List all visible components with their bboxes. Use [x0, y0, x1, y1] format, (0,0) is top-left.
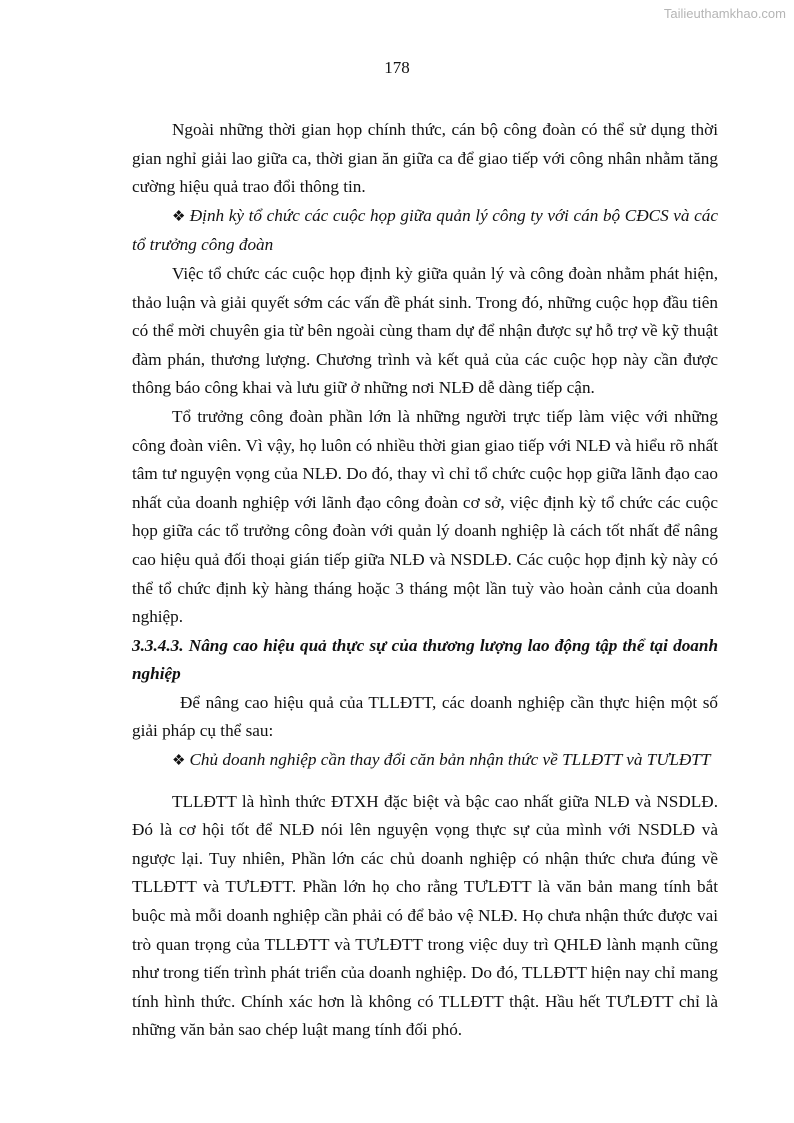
diamond-bullet-icon: ❖	[172, 208, 186, 225]
bullet-heading-1-text: Định kỳ tổ chức các cuộc họp giữa quản lý công ty với cán bộ CĐCS và các tổ trưởng công đoàn	[132, 205, 718, 255]
paragraph-5: TLLĐTT là hình thức ĐTXH đặc biệt và bậc cao nhất giữa NLĐ và NSDLĐ. Đó là cơ hội tốt để NLĐ nói lên nguyện vọng thực sự của mình với NSDLĐ và ngược lại. Tuy nhiên, Phần lớn các chủ doanh nghiệp có nhận thức chưa đúng về TLLĐTT và TƯLĐTT. Phần lớn họ cho rằng TƯLĐTT là văn bản mang tính bắt buộc mà mỗi doanh nghiệp cần phải có để bảo vệ NLĐ. Họ chưa nhận thức được vai trò quan trọng của TLLĐTT và TƯLĐTT trong việc duy trì QHLĐ lành mạnh cũng như trong tiến trình phát triển của doanh nghiệp. Do đó, TLLĐTT hiện nay chỉ mang tính hình thức. Chính xác hơn là không có TLLĐTT thật. Hầu hết TƯLĐTT chỉ là những văn bản sao chép luật mang tính đối phó.	[132, 791, 718, 1040]
paragraph-4: Để nâng cao hiệu quả của TLLĐTT, các doanh nghiệp cần thực hiện một số giải pháp cụ thể sau:	[132, 692, 718, 741]
watermark: Tailieuthamkhao.com	[663, 6, 786, 21]
paragraph-3: Tổ trưởng công đoàn phần lớn là những người trực tiếp làm việc với những công đoàn viên. Vì vậy, họ luôn có nhiều thời gian giao tiếp với NLĐ và hiểu rõ nhất tâm tư nguyện vọng của NLĐ. Do đó, thay vì chỉ tổ chức cuộc họp giữa lãnh đạo cao nhất của doanh nghiệp với lãnh đạo công đoàn cơ sở, việc định kỳ tổ chức các cuộc họp giữa các tổ trưởng công đoàn với quản lý doanh nghiệp là cách tốt nhất để nâng cao hiệu quả đối thoại gián tiếp giữa NLĐ và NSDLĐ. Các cuộc họp định kỳ này có thể tổ chức định kỳ hàng tháng hoặc 3 tháng một lần tuỳ vào hoàn cảnh của doanh nghiệp.	[132, 406, 718, 627]
page-number: 178	[384, 58, 410, 77]
bullet-heading-2-text: Chủ doanh nghiệp cần thay đổi căn bản nhận thức về TLLĐTT và TƯLĐTT	[189, 750, 711, 770]
bullet-heading-2	[132, 746, 718, 776]
section-heading: 3.3.4.3. Nâng cao hiệu quả thực sự của thương lượng lao động tập thể tại doanh nghiệp	[132, 635, 718, 684]
paragraph-1: Ngoài những thời gian họp chính thức, cán bộ công đoàn có thể sử dụng thời gian nghỉ giải lao giữa ca, thời gian ăn giữa ca để giao tiếp với công nhân nhằm tăng cường hiệu quả trao đổi thông tin.	[132, 120, 718, 197]
document-body	[132, 116, 718, 1045]
bullet-heading-1	[132, 202, 718, 260]
diamond-bullet-icon: ❖	[172, 753, 186, 770]
paragraph-2: Việc tổ chức các cuộc họp định kỳ giữa quản lý và công đoàn nhằm phát hiện, thảo luận và giải quyết sớm các vấn đề phát sinh. Trong đó, những cuộc họp đầu tiên có thể mời chuyên gia từ bên ngoài cùng tham dự để nhận được sự hỗ trợ về kỹ thuật đàm phán, thương lượng. Chương trình và kết quả của các cuộc họp này cần được thông báo công khai và lưu giữ ở những nơi NLĐ dễ dàng tiếp cận.	[132, 263, 718, 398]
